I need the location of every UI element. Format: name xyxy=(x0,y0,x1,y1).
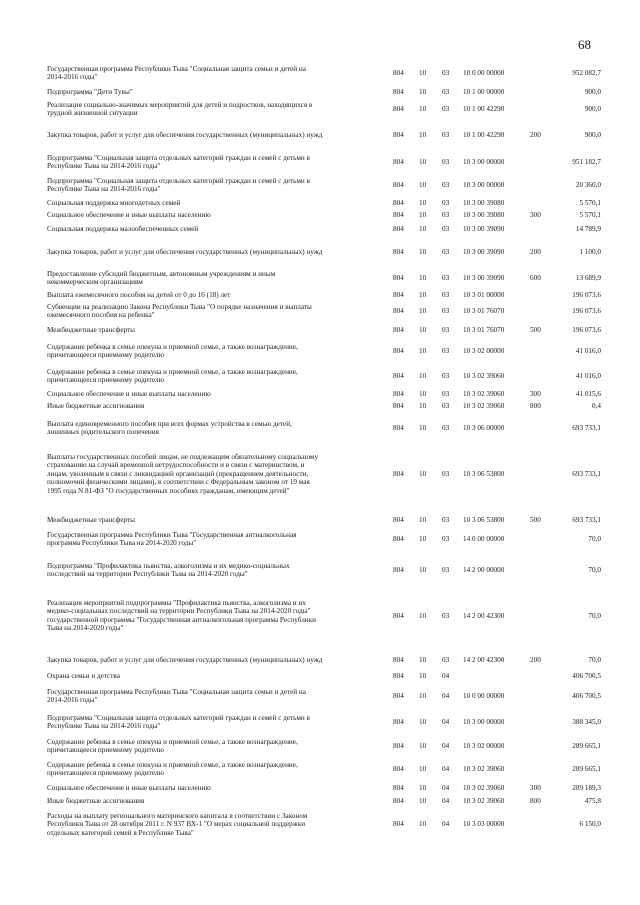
row-sum: 196 073,6 xyxy=(572,326,601,334)
row-cs: 10 3 00 00000 xyxy=(463,718,505,727)
row-name-line: Субвенции на реализацию Закона Республики Тыва "О порядке назначения и выплаты xyxy=(47,303,312,311)
row-gr: 804 xyxy=(393,181,404,190)
row-gr: 804 xyxy=(393,326,404,334)
row-pr: 03 xyxy=(442,347,450,356)
row-cs: 10 3 03 00000 xyxy=(463,820,505,829)
row-name-line: отдельных категорий семей в Республике Тыва" xyxy=(47,828,194,837)
row-name xyxy=(47,326,382,334)
row-name xyxy=(47,714,382,731)
row-rz: 10 xyxy=(419,765,427,774)
row-gr: 804 xyxy=(393,535,404,544)
row-name-line: 2014-2016 годы" xyxy=(47,696,98,705)
row-gr: 804 xyxy=(393,672,404,680)
row-rz: 10 xyxy=(419,347,427,356)
row-name-line: последствий на территории Республики Тыва на 2014-2020 годы" xyxy=(47,570,248,579)
row-pr: 03 xyxy=(442,69,450,78)
row-cs: 10 3 02 39060 xyxy=(463,797,505,805)
row-pr: 04 xyxy=(442,765,450,774)
row-name-line: Подпрограмма "Социальная защита отдельных категорий граждан и семей с детьми в xyxy=(47,714,310,722)
row-name-line: Расходы на выплату регионального материнского капитала в соответствии с Законом xyxy=(47,812,308,820)
row-name-line: Социальное обеспечение и иные выплаты населению xyxy=(47,390,211,398)
row-gr: 804 xyxy=(393,291,404,299)
row-rz: 10 xyxy=(419,784,427,792)
row-pr: 03 xyxy=(442,274,450,283)
row-name xyxy=(47,199,382,207)
row-sum: 196 073,6 xyxy=(572,307,601,316)
row-name xyxy=(47,303,382,320)
row-cs: 10 3 01 76070 xyxy=(463,326,505,334)
row-name xyxy=(47,131,382,139)
row-rz: 10 xyxy=(419,390,427,398)
row-name-line: Закупка товаров, работ и услуг для обеспечения государственных (муниципальных) нужд xyxy=(47,248,323,256)
row-rz: 10 xyxy=(419,131,427,139)
row-name xyxy=(47,599,382,633)
row-rz: 10 xyxy=(419,656,427,664)
row-cs: 10 3 00 39090 xyxy=(463,248,505,256)
row-name-line: Государственная программа Республики Тыва "Социальная защита семьи и детей на xyxy=(47,65,306,73)
row-sum: 900,0 xyxy=(584,88,601,96)
row-name-line: Государственная программа Республики Тыва "Государственная антиалкогольная xyxy=(47,531,297,539)
row-cs: 10 3 02 39060 xyxy=(463,765,505,774)
row-sum: 5 570,1 xyxy=(579,211,601,219)
row-vr: 300 xyxy=(530,211,541,219)
row-pr: 03 xyxy=(442,566,450,575)
row-name-line: 1995 года N 81-ФЗ "О государственных пособиях гражданам, имеющим детей" xyxy=(47,486,290,495)
row-name-line: Выплата единовременного пособия при всех формах устройства в семью детей, xyxy=(47,420,292,428)
row-cs: 10 3 02 00000 xyxy=(463,742,505,751)
row-gr: 804 xyxy=(393,131,404,139)
row-pr: 03 xyxy=(442,402,450,410)
row-gr: 804 xyxy=(393,274,404,283)
row-sum: 41 015,6 xyxy=(575,390,601,398)
row-name xyxy=(47,225,382,233)
row-name-line: Закупка товаров, работ и услуг для обеспечения государственных (муниципальных) нужд xyxy=(47,656,323,664)
row-sum: 41 016,0 xyxy=(575,347,601,356)
row-sum: 289 665,1 xyxy=(572,742,601,751)
row-name xyxy=(47,812,382,837)
row-rz: 10 xyxy=(419,718,427,727)
row-cs: 14 0 00 00000 xyxy=(463,535,505,544)
row-gr: 804 xyxy=(393,105,404,114)
row-pr: 04 xyxy=(442,692,450,701)
row-cs: 10 3 01 76070 xyxy=(463,307,505,316)
row-gr: 804 xyxy=(393,69,404,78)
row-name xyxy=(47,784,382,792)
row-rz: 10 xyxy=(419,672,427,680)
row-cs: 10 0 00 00000 xyxy=(463,692,505,701)
row-name-line: страхованию на случай временной нетрудоспособности и в связи с материнством, и xyxy=(47,461,305,470)
row-gr: 804 xyxy=(393,88,404,96)
row-pr: 03 xyxy=(442,656,450,664)
row-name xyxy=(47,101,382,118)
row-vr: 600 xyxy=(530,274,541,283)
row-cs: 10 3 01 00000 xyxy=(463,291,505,299)
row-rz: 10 xyxy=(419,820,427,829)
row-pr: 03 xyxy=(442,88,450,96)
row-name xyxy=(47,562,382,579)
row-sum: 13 689,9 xyxy=(575,274,601,283)
row-vr: 200 xyxy=(530,248,541,256)
row-pr: 03 xyxy=(442,105,450,114)
row-pr: 03 xyxy=(442,307,450,316)
row-pr: 03 xyxy=(442,211,450,219)
row-sum: 475,8 xyxy=(584,797,601,805)
row-name-line: Выплата ежемесячного пособия на детей от 0 до 16 (18) лет xyxy=(47,291,231,299)
row-rz: 10 xyxy=(419,158,427,167)
row-name-line: Содержание ребенка в семье опекуна и приемной семье, а также вознаграждение, xyxy=(47,761,298,769)
row-sum: 196 073,6 xyxy=(572,291,601,299)
row-cs: 10 3 00 00000 xyxy=(463,158,505,167)
row-sum: 1 100,0 xyxy=(579,248,601,256)
row-cs: 10 3 02 00000 xyxy=(463,347,505,356)
row-sum: 70,0 xyxy=(588,566,601,575)
row-sum: 693 733,1 xyxy=(572,424,601,433)
row-name-line: лишенных родительского попечения xyxy=(47,428,159,437)
row-rz: 10 xyxy=(419,105,427,114)
row-gr: 804 xyxy=(393,516,404,524)
row-cs: 14 2 00 42300 xyxy=(463,611,505,620)
row-gr: 804 xyxy=(393,390,404,398)
row-gr: 804 xyxy=(393,742,404,751)
row-rz: 10 xyxy=(419,326,427,334)
row-name-line: Содержание ребенка в семье опекуна и приемной семье, а также вознаграждение, xyxy=(47,738,298,746)
row-name xyxy=(47,270,382,287)
row-name-line: Республике Тыва на 2014-2016 годы" xyxy=(47,185,161,194)
row-sum: 693 733,1 xyxy=(572,469,601,478)
row-rz: 10 xyxy=(419,402,427,410)
row-sum: 0,4 xyxy=(592,402,601,410)
row-name-line: Содержание ребенка в семье опекуна и приемной семье, а также вознаграждение, xyxy=(47,368,298,376)
row-name-line: причитающееся приемному родителю xyxy=(47,376,164,385)
row-name xyxy=(47,88,382,96)
row-pr: 04 xyxy=(442,820,450,829)
row-cs: 10 3 00 39080 xyxy=(463,211,505,219)
row-name xyxy=(47,154,382,171)
row-name-line: Социальная поддержка многодетных семей xyxy=(47,199,181,207)
row-gr: 804 xyxy=(393,211,404,219)
row-pr: 04 xyxy=(442,672,450,680)
row-pr: 03 xyxy=(442,326,450,334)
row-name-line: Республики Тыва от 28 октября 2011 г. N 937 ВХ-1 "О мерах социальной поддержки xyxy=(47,820,306,829)
row-name-line: программа Республики Тыва на 2014-2020 годы" xyxy=(47,539,197,548)
row-sum: 70,0 xyxy=(588,611,601,620)
row-sum: 388 345,0 xyxy=(572,718,601,727)
row-rz: 10 xyxy=(419,469,427,478)
row-rz: 10 xyxy=(419,88,427,96)
row-name-line: Подпрограмма "Социальная защита отдельных категорий граждан и семей с детьми в xyxy=(47,177,310,185)
row-pr: 03 xyxy=(442,424,450,433)
row-name-line: Содержание ребенка в семье опекуна и приемной семье, а также вознаграждение, xyxy=(47,343,298,351)
row-name xyxy=(47,761,382,778)
row-cs: 10 3 02 39060 xyxy=(463,784,505,792)
row-cs: 10 3 00 39090 xyxy=(463,274,505,283)
row-sum: 289 189,3 xyxy=(572,784,601,792)
row-name-line: Подпрограмма "Профилактика пьянства, алкоголизма и их медико-социальных xyxy=(47,562,290,570)
row-pr: 03 xyxy=(442,291,450,299)
row-gr: 804 xyxy=(393,566,404,575)
row-name xyxy=(47,368,382,385)
row-gr: 804 xyxy=(393,158,404,167)
row-vr: 500 xyxy=(530,516,541,524)
row-rz: 10 xyxy=(419,181,427,190)
row-rz: 10 xyxy=(419,424,427,433)
row-name-line: Реализация социально-значимых мероприятий для детей и подростков, находящихся в xyxy=(47,101,313,109)
page-number: 68 xyxy=(578,37,591,52)
row-name-line: некоммерческим организациям xyxy=(47,278,143,287)
row-rz: 10 xyxy=(419,274,427,283)
row-vr: 300 xyxy=(530,390,541,398)
row-rz: 10 xyxy=(419,692,427,701)
row-cs: 10 3 02 39060 xyxy=(463,402,505,410)
row-name xyxy=(47,402,382,410)
row-sum: 6 150,0 xyxy=(579,820,601,829)
row-rz: 10 xyxy=(419,69,427,78)
row-cs: 10 3 06 53800 xyxy=(463,516,505,524)
row-name xyxy=(47,65,382,82)
row-rz: 10 xyxy=(419,611,427,620)
row-name-line: Предоставление субсидий бюджетным, автономным учреждениям и иным xyxy=(47,270,276,278)
row-vr: 200 xyxy=(530,131,541,139)
row-cs: 10 3 00 00000 xyxy=(463,181,505,190)
row-name xyxy=(47,688,382,705)
row-name xyxy=(47,516,382,524)
row-gr: 804 xyxy=(393,718,404,727)
row-name xyxy=(47,291,382,299)
row-sum: 14 789,9 xyxy=(575,225,601,233)
row-sum: 900,0 xyxy=(584,105,601,114)
row-pr: 03 xyxy=(442,611,450,620)
row-gr: 804 xyxy=(393,469,404,478)
row-gr: 804 xyxy=(393,372,404,381)
row-name-line: Социальная поддержка малообеспеченных семей xyxy=(47,225,199,233)
row-rz: 10 xyxy=(419,742,427,751)
row-gr: 804 xyxy=(393,656,404,664)
row-name-line: медико-социальных последствий на территории Республики Тыва на 2014-2020 годы" xyxy=(47,607,311,616)
row-name-line: Реализация мероприятий подпрограммы "Профилактика пьянства, алкоголизма и их xyxy=(47,599,306,607)
row-name-line: Государственная программа Республики Тыва "Социальная защита семьи и детей на xyxy=(47,688,306,696)
row-rz: 10 xyxy=(419,566,427,575)
row-pr: 03 xyxy=(442,181,450,190)
row-pr: 03 xyxy=(442,535,450,544)
row-name xyxy=(47,211,382,219)
row-sum: 70,0 xyxy=(588,656,601,664)
row-gr: 804 xyxy=(393,820,404,829)
row-name xyxy=(47,390,382,398)
row-name xyxy=(47,420,382,437)
row-vr: 800 xyxy=(530,402,541,410)
row-gr: 804 xyxy=(393,784,404,792)
row-vr: 300 xyxy=(530,784,541,792)
row-rz: 10 xyxy=(419,516,427,524)
row-name-line: Иные бюджетные ассигнования xyxy=(47,402,145,410)
row-cs: 10 3 06 00000 xyxy=(463,424,505,433)
row-cs: 10 1 00 00000 xyxy=(463,88,505,96)
row-name xyxy=(47,531,382,548)
row-name xyxy=(47,453,382,495)
row-sum: 900,0 xyxy=(584,131,601,139)
row-name-line: лицам, уволенным в связи с ликвидацией организаций (прекращением деятельности, xyxy=(47,469,309,478)
row-name-line: Социальное обеспечение и иные выплаты населению xyxy=(47,211,211,219)
row-rz: 10 xyxy=(419,225,427,233)
row-sum: 41 016,0 xyxy=(575,372,601,381)
row-name-line: Выплаты государственных пособий лицам, не подлежащим обязательному социальному xyxy=(47,453,319,461)
row-sum: 20 360,0 xyxy=(575,181,601,190)
row-name-line: Подпрограмма "Дети Тувы" xyxy=(47,88,133,96)
row-sum: 406 700,5 xyxy=(572,692,601,701)
row-rz: 10 xyxy=(419,307,427,316)
row-cs: 10 3 00 39080 xyxy=(463,199,505,207)
row-rz: 10 xyxy=(419,372,427,381)
row-cs: 10 3 02 39060 xyxy=(463,372,505,381)
row-name-line: Охрана семьи и детства xyxy=(47,672,120,680)
row-name-line: Социальное обеспечение и иные выплаты населению xyxy=(47,784,211,792)
row-gr: 804 xyxy=(393,765,404,774)
row-pr: 03 xyxy=(442,390,450,398)
row-name-line: причитающееся приемному родителю xyxy=(47,769,164,778)
row-vr: 200 xyxy=(530,656,541,664)
row-name-line: причитающееся приемному родителю xyxy=(47,351,164,360)
row-cs: 10 3 02 39060 xyxy=(463,390,505,398)
row-pr: 04 xyxy=(442,742,450,751)
row-sum: 952 082,7 xyxy=(572,69,601,78)
row-name-line: Межбюджетные трансферты xyxy=(47,516,135,524)
row-gr: 804 xyxy=(393,797,404,805)
row-name xyxy=(47,343,382,360)
row-name xyxy=(47,248,382,256)
row-pr: 03 xyxy=(442,372,450,381)
row-sum: 406 700,5 xyxy=(572,672,601,680)
row-name-line: трудной жизненной ситуации xyxy=(47,109,138,118)
row-gr: 804 xyxy=(393,225,404,233)
row-gr: 804 xyxy=(393,424,404,433)
row-sum: 5 570,1 xyxy=(579,199,601,207)
row-vr: 500 xyxy=(530,326,541,334)
row-pr: 03 xyxy=(442,248,450,256)
row-pr: 04 xyxy=(442,718,450,727)
row-name-line: 2014-2016 годы" xyxy=(47,73,98,82)
row-cs: 10 3 00 39090 xyxy=(463,225,505,233)
row-rz: 10 xyxy=(419,797,427,805)
row-sum: 289 665,1 xyxy=(572,765,601,774)
row-name xyxy=(47,672,382,680)
row-gr: 804 xyxy=(393,347,404,356)
row-name-line: Подпрограмма "Социальная защита отдельных категорий граждан и семей с детьми в xyxy=(47,154,310,162)
row-name xyxy=(47,738,382,755)
row-cs: 10 0 00 00000 xyxy=(463,69,505,78)
row-name xyxy=(47,177,382,194)
row-rz: 10 xyxy=(419,211,427,219)
row-name-line: государственной программы "Государственная антиалкогольная программа Республики xyxy=(47,615,316,624)
row-name-line: Тыва на 2014-2020 годы" xyxy=(47,624,124,633)
row-name-line: причитающееся приемному родителю xyxy=(47,746,164,755)
row-gr: 804 xyxy=(393,611,404,620)
row-name xyxy=(47,656,382,664)
row-sum: 693 733,1 xyxy=(572,516,601,524)
row-rz: 10 xyxy=(419,199,427,207)
row-gr: 804 xyxy=(393,199,404,207)
row-sum: 70,0 xyxy=(588,535,601,544)
row-pr: 03 xyxy=(442,469,450,478)
row-sum: 951 182,7 xyxy=(572,158,601,167)
row-rz: 10 xyxy=(419,248,427,256)
row-name-line: Межбюджетные трансферты xyxy=(47,326,135,334)
row-rz: 10 xyxy=(419,535,427,544)
row-name-line: Республике Тыва на 2014-2016 годы" xyxy=(47,162,161,171)
row-pr: 03 xyxy=(442,131,450,139)
row-name-line: ежемесячного пособия на ребенка" xyxy=(47,311,155,320)
row-pr: 03 xyxy=(442,516,450,524)
row-cs: 10 3 06 53800 xyxy=(463,469,505,478)
row-pr: 03 xyxy=(442,199,450,207)
row-cs: 10 1 00 42290 xyxy=(463,105,505,114)
row-cs: 10 1 00 42290 xyxy=(463,131,505,139)
row-gr: 804 xyxy=(393,307,404,316)
row-cs: 14 2 00 00000 xyxy=(463,566,505,575)
row-pr: 04 xyxy=(442,797,450,805)
row-name-line: полномочий физическими лицами), в соответствии с Федеральным законом от 19 мая xyxy=(47,478,310,487)
row-name-line: Иные бюджетные ассигнования xyxy=(47,797,145,805)
row-gr: 804 xyxy=(393,248,404,256)
row-name xyxy=(47,797,382,805)
row-cs: 14 2 00 42300 xyxy=(463,656,505,664)
row-name-line: Закупка товаров, работ и услуг для обеспечения государственных (муниципальных) нужд xyxy=(47,131,323,139)
row-vr: 800 xyxy=(530,797,541,805)
row-rz: 10 xyxy=(419,291,427,299)
row-name-line: Республике Тыва на 2014-2016 годы" xyxy=(47,722,161,731)
row-gr: 804 xyxy=(393,692,404,701)
row-pr: 03 xyxy=(442,158,450,167)
row-gr: 804 xyxy=(393,402,404,410)
row-pr: 03 xyxy=(442,225,450,233)
row-pr: 04 xyxy=(442,784,450,792)
